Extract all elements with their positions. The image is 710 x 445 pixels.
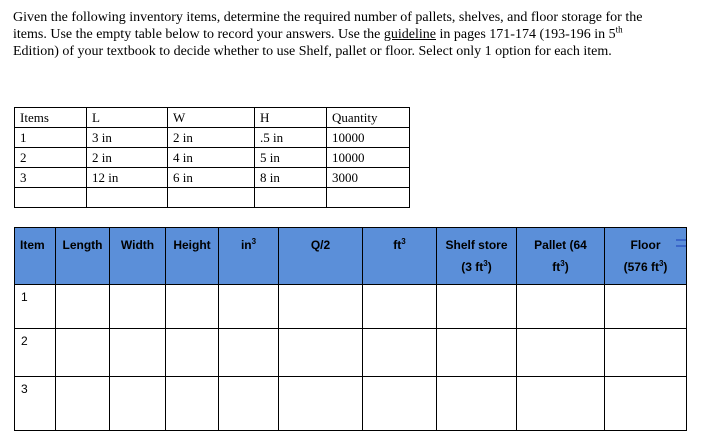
cell-item: 3 bbox=[15, 168, 87, 188]
equals-marker-icon bbox=[676, 239, 686, 247]
header-item: Item bbox=[15, 228, 56, 285]
header-length: L bbox=[87, 108, 168, 128]
answer-cell[interactable] bbox=[605, 285, 687, 329]
cell-quantity[interactable] bbox=[327, 188, 410, 208]
instructions-paragraph bbox=[13, 9, 653, 60]
inventory-table bbox=[14, 107, 410, 208]
answer-row bbox=[15, 329, 687, 377]
header-height: Height bbox=[166, 228, 219, 285]
cell-height: .5 in bbox=[255, 128, 327, 148]
answer-cell[interactable] bbox=[110, 377, 166, 431]
answer-row bbox=[15, 285, 687, 329]
cell-quantity: 3000 bbox=[327, 168, 410, 188]
answer-cell[interactable] bbox=[437, 329, 517, 377]
header-length: Length bbox=[56, 228, 110, 285]
cell-length: 2 in bbox=[87, 148, 168, 168]
answer-cell[interactable] bbox=[437, 377, 517, 431]
header-quantity: Quantity bbox=[327, 108, 410, 128]
instructions-text-2: in pages 171-174 (193-196 in 5 bbox=[436, 27, 616, 42]
edition-superscript: th bbox=[615, 24, 623, 35]
cell-length: 12 in bbox=[87, 168, 168, 188]
header-items: Items bbox=[15, 108, 87, 128]
cell-width: 2 in bbox=[168, 128, 255, 148]
row-item-number: 1 bbox=[15, 285, 56, 329]
cell-width: 4 in bbox=[168, 148, 255, 168]
answer-cell[interactable] bbox=[166, 329, 219, 377]
header-cubic-feet: $ft^3$ bbox=[363, 228, 437, 285]
answer-cell[interactable] bbox=[437, 285, 517, 329]
cell-item[interactable] bbox=[15, 188, 87, 208]
cell-length[interactable] bbox=[87, 188, 168, 208]
answer-cell[interactable] bbox=[517, 377, 605, 431]
answer-cell[interactable] bbox=[56, 285, 110, 329]
header-cubic-inches: $in^3$ bbox=[219, 228, 279, 285]
answer-cell[interactable] bbox=[363, 377, 437, 431]
cell-item: 2 bbox=[15, 148, 87, 168]
header-height: H bbox=[255, 108, 327, 128]
answer-row bbox=[15, 377, 687, 431]
answer-cell[interactable] bbox=[56, 377, 110, 431]
answer-cell[interactable] bbox=[517, 285, 605, 329]
header-width: Width bbox=[110, 228, 166, 285]
header-shelf-store: Shelf store (3 $ft^3$) bbox=[437, 228, 517, 285]
cell-item: 1 bbox=[15, 128, 87, 148]
inventory-row bbox=[15, 148, 410, 168]
inventory-row bbox=[15, 168, 410, 188]
answer-cell[interactable] bbox=[219, 377, 279, 431]
answer-cell[interactable] bbox=[605, 329, 687, 377]
answer-cell[interactable] bbox=[56, 329, 110, 377]
instructions-text-3: Edition) of your textbook to decide whether to use Shelf, pallet or floor. Select only 1 option for each item. bbox=[13, 44, 612, 59]
inventory-header-row bbox=[15, 108, 410, 128]
answer-table bbox=[14, 227, 687, 431]
answer-cell[interactable] bbox=[219, 285, 279, 329]
answer-header-row bbox=[15, 228, 687, 285]
cell-height: 8 in bbox=[255, 168, 327, 188]
inventory-row-empty bbox=[15, 188, 410, 208]
answer-cell[interactable] bbox=[279, 285, 363, 329]
header-q-half: Q/2 bbox=[279, 228, 363, 285]
row-item-number: 2 bbox=[15, 329, 56, 377]
header-floor: Floor (576 $ft^3$) bbox=[605, 228, 687, 285]
answer-cell[interactable] bbox=[279, 329, 363, 377]
answer-cell[interactable] bbox=[279, 377, 363, 431]
header-width: W bbox=[168, 108, 255, 128]
guideline-link[interactable]: guideline bbox=[383, 27, 437, 42]
cell-length: 3 in bbox=[87, 128, 168, 148]
row-item-number: 3 bbox=[15, 377, 56, 431]
answer-cell[interactable] bbox=[166, 285, 219, 329]
inventory-row bbox=[15, 128, 410, 148]
cell-quantity: 10000 bbox=[327, 148, 410, 168]
answer-cell[interactable] bbox=[110, 285, 166, 329]
answer-cell[interactable] bbox=[166, 377, 219, 431]
answer-cell[interactable] bbox=[363, 329, 437, 377]
answer-cell[interactable] bbox=[363, 285, 437, 329]
cell-width[interactable] bbox=[168, 188, 255, 208]
cell-height[interactable] bbox=[255, 188, 327, 208]
instructions-text-1: Given the following inventory items, determine the required number of pallets, shelves, and floor storage for the items. Use the empty table below to record your answers. Use the bbox=[13, 10, 643, 42]
answer-cell[interactable] bbox=[605, 377, 687, 431]
cell-width: 6 in bbox=[168, 168, 255, 188]
answer-cell[interactable] bbox=[219, 329, 279, 377]
cell-height: 5 in bbox=[255, 148, 327, 168]
answer-cell[interactable] bbox=[517, 329, 605, 377]
answer-cell[interactable] bbox=[110, 329, 166, 377]
header-pallet: Pallet (64 $ft^3$) bbox=[517, 228, 605, 285]
cell-quantity: 10000 bbox=[327, 128, 410, 148]
